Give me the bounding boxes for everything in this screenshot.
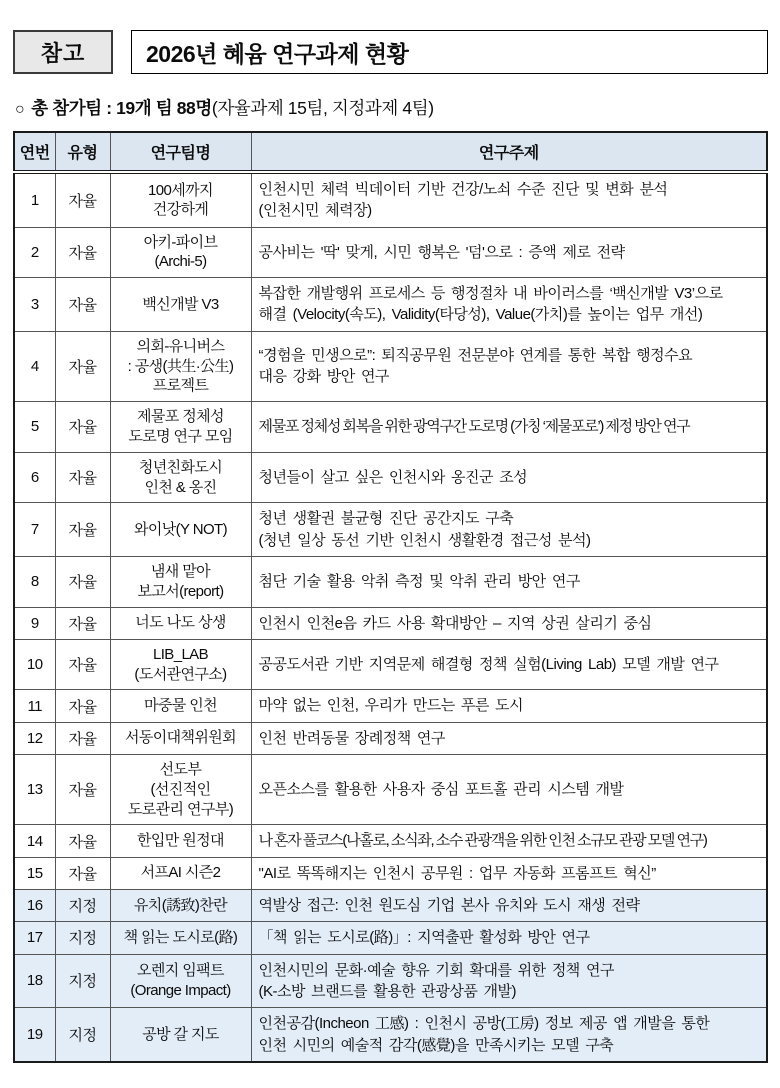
topic-cell: 인천시민의 문화·예술 향유 기회 확대를 위한 정책 연구 (K-소방 브랜드를 활용한 관광상품 개발) <box>251 954 767 1008</box>
topic-cell: 마약 없는 인천, 우리가 만드는 푸른 도시 <box>251 690 767 722</box>
row-number-cell: 7 <box>14 503 55 557</box>
team-name-cell: 선도부 (선진적인 도로관리 연구부) <box>110 755 251 825</box>
table-row <box>14 954 767 1008</box>
row-type-cell: 자율 <box>55 172 110 227</box>
team-name-cell: 오렌지 임팩트 (Orange Impact) <box>110 954 251 1008</box>
row-type-cell: 지정 <box>55 890 110 922</box>
topic-cell: 복잡한 개발행위 프로세스 등 행정절차 내 바이러스를 ‘백신개발 V3’으로 해결 (Velocity(속도), Validity(타당성), Value(가치)를 높이는 업무 개선) <box>251 278 767 332</box>
team-name-cell: 의회-유니버스 : 공생(共生·公生) 프로젝트 <box>110 331 251 401</box>
team-name-cell: 공방 갈 지도 <box>110 1008 251 1062</box>
row-number-cell: 6 <box>14 452 55 503</box>
row-number-cell: 12 <box>14 722 55 754</box>
row-type-cell: 자율 <box>55 607 110 639</box>
row-number-cell: 8 <box>14 556 55 607</box>
team-name-cell: 청년친화도시 인천 & 옹진 <box>110 452 251 503</box>
table-row <box>14 1008 767 1062</box>
row-type-cell: 자율 <box>55 825 110 857</box>
title-row <box>13 30 768 74</box>
row-number-cell: 17 <box>14 922 55 954</box>
team-name-cell: 아키-파이브 (Archi-5) <box>110 227 251 278</box>
topic-cell: 공공도서관 기반 지역문제 해결형 정책 실험(Living Lab) 모델 개발 연구 <box>251 639 767 690</box>
title-box <box>131 30 768 74</box>
row-type-cell: 자율 <box>55 503 110 557</box>
table-row <box>14 402 767 453</box>
row-type-cell: 자율 <box>55 402 110 453</box>
row-type-cell: 자율 <box>55 556 110 607</box>
row-number-cell: 11 <box>14 690 55 722</box>
topic-cell: 청년들이 살고 싶은 인천시와 옹진군 조성 <box>251 452 767 503</box>
col-header-team: 연구팀명 <box>110 132 251 172</box>
table-row <box>14 503 767 557</box>
team-name-cell: 와이낫(Y NOT) <box>110 503 251 557</box>
row-number-cell: 3 <box>14 278 55 332</box>
summary-breakdown: (자율과제 15팀, 지정과제 4팀) <box>211 98 434 118</box>
topic-cell: 「책 읽는 도시로(路)」: 지역출판 활성화 방안 연구 <box>251 922 767 954</box>
summary-total-teams: 총 참가팀 : 19개 팀 88명 <box>31 98 212 118</box>
row-number-cell: 19 <box>14 1008 55 1062</box>
row-number-cell: 1 <box>14 172 55 227</box>
team-name-cell: 한입만 원정대 <box>110 825 251 857</box>
table-row <box>14 556 767 607</box>
table-row <box>14 227 767 278</box>
table-row <box>14 690 767 722</box>
row-type-cell: 자율 <box>55 857 110 889</box>
row-type-cell: 자율 <box>55 722 110 754</box>
table-row <box>14 755 767 825</box>
row-type-cell: 지정 <box>55 1008 110 1062</box>
topic-cell: 공사비는 '딱' 맞게, 시민 행복은 '덤'으로 : 증액 제로 전략 <box>251 227 767 278</box>
table-row <box>14 890 767 922</box>
row-number-cell: 14 <box>14 825 55 857</box>
row-type-cell: 지정 <box>55 954 110 1008</box>
row-number-cell: 10 <box>14 639 55 690</box>
row-type-cell: 자율 <box>55 227 110 278</box>
row-number-cell: 2 <box>14 227 55 278</box>
table-row <box>14 922 767 954</box>
page-title: 2026년 혜윰 연구과제 현황 <box>146 40 409 67</box>
col-header-type: 유형 <box>55 132 110 172</box>
table-row <box>14 722 767 754</box>
team-name-cell: LIB_LAB (도서관연구소) <box>110 639 251 690</box>
row-number-cell: 4 <box>14 331 55 401</box>
table-body <box>14 172 767 1062</box>
topic-cell: 인천 반려동물 장례정책 연구 <box>251 722 767 754</box>
circle-bullet-icon: ○ <box>15 101 25 118</box>
topic-cell: "AI로 똑똑해지는 인천시 공무원 : 업무 자동화 프롬프트 혁신” <box>251 857 767 889</box>
row-number-cell: 13 <box>14 755 55 825</box>
team-name-cell: 마중물 인천 <box>110 690 251 722</box>
team-name-cell: 책 읽는 도시로(路) <box>110 922 251 954</box>
table-row <box>14 172 767 227</box>
row-type-cell: 자율 <box>55 639 110 690</box>
row-type-cell: 지정 <box>55 922 110 954</box>
row-type-cell: 자율 <box>55 278 110 332</box>
topic-cell: 인천시 인천e음 카드 사용 확대방안 – 지역 상권 살리기 중심 <box>251 607 767 639</box>
topic-cell: 나 혼자 풀코스(나홀로, 소식좌, 소수 관광객을 위한 인천 소규모 관광 모델 연구) <box>251 825 767 857</box>
table-row <box>14 825 767 857</box>
team-name-cell: 냄새 맡아 보고서(report) <box>110 556 251 607</box>
team-name-cell: 서프AI 시즌2 <box>110 857 251 889</box>
table-row <box>14 331 767 401</box>
row-number-cell: 18 <box>14 954 55 1008</box>
topic-cell: 청년 생활권 불균형 진단 공간지도 구축 (청년 일상 동선 기반 인천시 생활환경 접근성 분석) <box>251 503 767 557</box>
row-number-cell: 5 <box>14 402 55 453</box>
summary-line <box>15 95 768 120</box>
topic-cell: 첨단 기술 활용 악취 측정 및 악취 관리 방안 연구 <box>251 556 767 607</box>
row-type-cell: 자율 <box>55 331 110 401</box>
table-row <box>14 278 767 332</box>
col-header-no: 연번 <box>14 132 55 172</box>
table-row <box>14 607 767 639</box>
table-row <box>14 857 767 889</box>
topic-cell: “경험을 민생으로”: 퇴직공무원 전문분야 연계를 통한 복합 행정수요 대응 강화 방안 연구 <box>251 331 767 401</box>
row-number-cell: 16 <box>14 890 55 922</box>
topic-cell: 인천시민 체력 빅데이터 기반 건강/노쇠 수준 진단 및 변화 분석 (인천시민 체력장) <box>251 172 767 227</box>
topic-cell: 역발상 접근: 인천 원도심 기업 본사 유치와 도시 재생 전략 <box>251 890 767 922</box>
col-header-topic: 연구주제 <box>251 132 767 172</box>
reference-label: 참고 <box>40 40 86 66</box>
team-name-cell: 100세까지 건강하게 <box>110 172 251 227</box>
table-header-row <box>14 132 767 172</box>
research-projects-table <box>13 131 768 1063</box>
row-type-cell: 자율 <box>55 755 110 825</box>
row-number-cell: 9 <box>14 607 55 639</box>
topic-cell: 오픈소스를 활용한 사용자 중심 포트홀 관리 시스템 개발 <box>251 755 767 825</box>
topic-cell: 제물포 정체성 회복을 위한 광역구간 도로명 (가칭 ‘제물포로’) 제정 방안 연구 <box>251 402 767 453</box>
team-name-cell: 제물포 정체성 도로명 연구 모임 <box>110 402 251 453</box>
team-name-cell: 백신개발 V3 <box>110 278 251 332</box>
table-row <box>14 452 767 503</box>
topic-cell: 인천공감(Incheon 工感) : 인천시 공방(工房) 정보 제공 앱 개발을 통한 인천 시민의 예술적 감각(感覺)을 만족시키는 모델 구축 <box>251 1008 767 1062</box>
team-name-cell: 너도 나도 상생 <box>110 607 251 639</box>
team-name-cell: 유치(誘致)찬란 <box>110 890 251 922</box>
row-type-cell: 자율 <box>55 690 110 722</box>
reference-label-box <box>13 30 113 74</box>
row-number-cell: 15 <box>14 857 55 889</box>
row-type-cell: 자율 <box>55 452 110 503</box>
table-row <box>14 639 767 690</box>
team-name-cell: 서동이대책위원회 <box>110 722 251 754</box>
